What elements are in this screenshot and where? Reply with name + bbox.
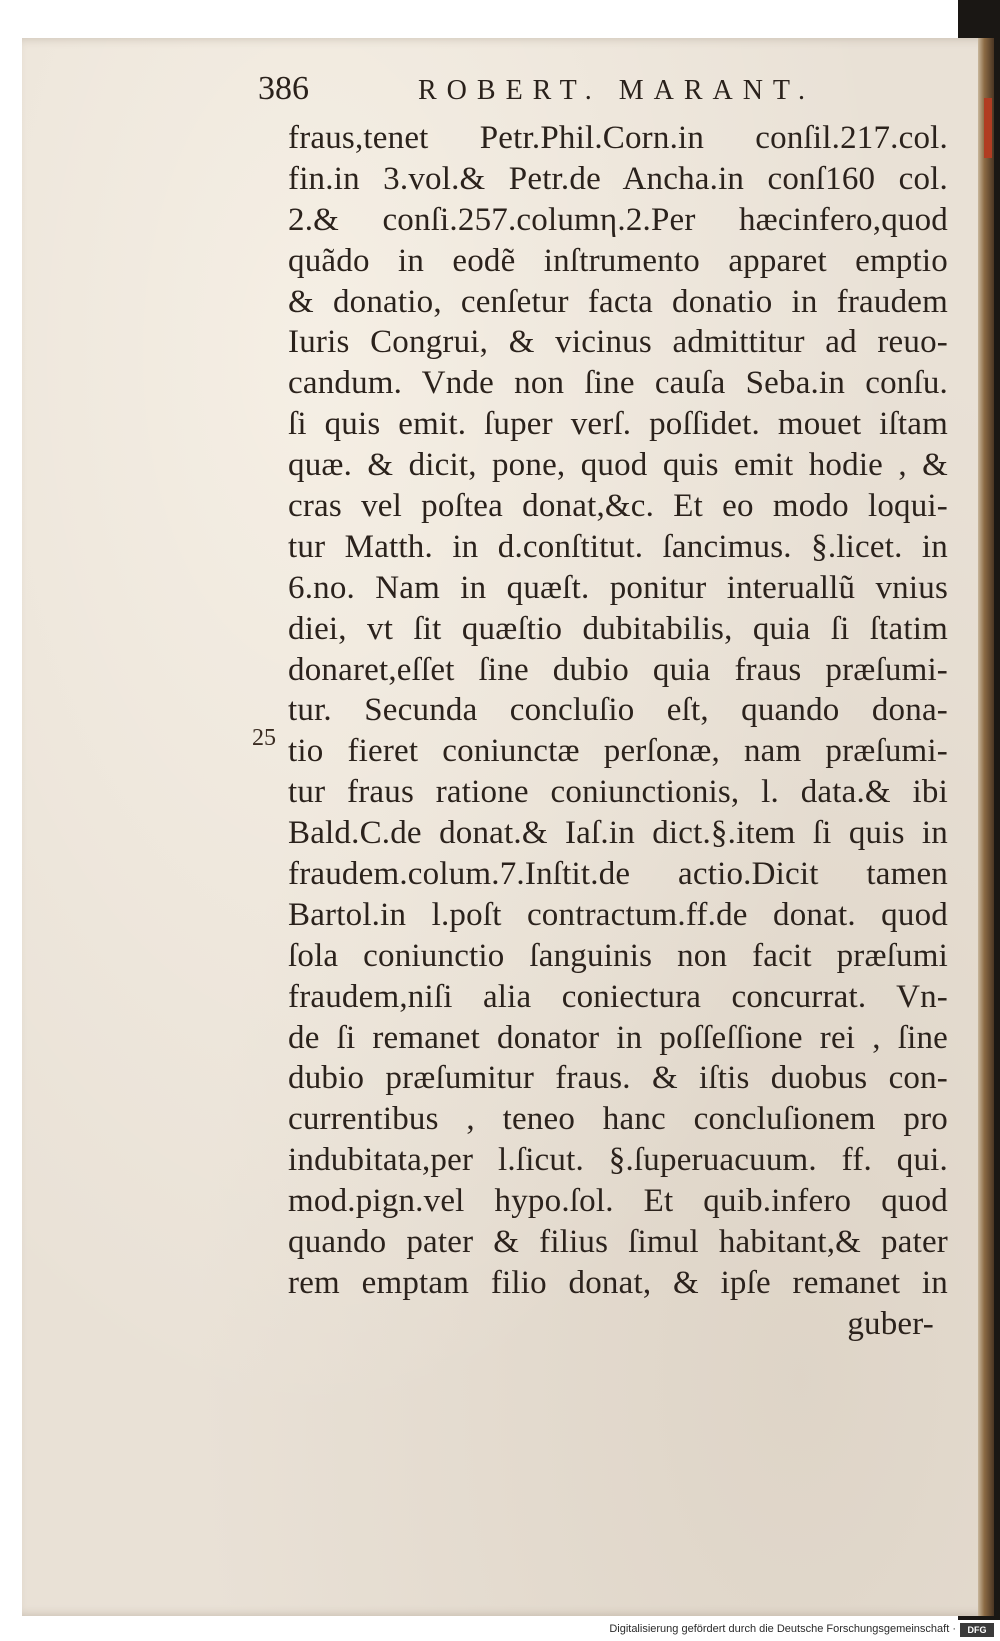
text-line: currentibus , teneo hanc concluſionem pro [288, 1101, 948, 1138]
text-line: tur fraus ratione coniunctionis, l. data.& ibi [288, 774, 948, 811]
text-line: candum. Vnde non ſine cauſa Seba.in conſu. [288, 365, 948, 402]
text-line: indubitata,per l.ſicut. §.ſuperuacuum. ff. qui. [288, 1142, 948, 1179]
running-title: ROBERT. MARANT. [418, 75, 815, 106]
text-line: cras vel poſtea donat,&c. Et eo modo loqui- [288, 488, 948, 525]
text-line: tur. Secunda concluſio eſt, quando dona- [288, 692, 948, 729]
text-line: fraudem.colum.7.Inſtit.de actio.Dicit tamen [288, 856, 948, 893]
text-line: 6.no. Nam in quæſt. ponitur interuallũ vnius [288, 569, 948, 606]
text-line: ſi quis emit. ſuper verſ. poſſidet. mouet iſtam [288, 406, 948, 443]
text-line: tio fieret coniunctæ perſonæ, nam præſumi- [288, 733, 948, 770]
margin-line-number: 25 [252, 725, 276, 751]
text-line: diei, vt ſit quæſtio dubitabilis, quia ſi ſtatim [288, 610, 948, 647]
text-line: fraudem,niſi alia coniectura concurrat. Vn- [288, 978, 948, 1015]
text-line: 2.& conſi.257.columη.2.Per hæcinfero,quod [288, 201, 948, 238]
digitization-footer [0, 1620, 1000, 1641]
footer-credit: Digitalisierung gefördert durch die Deutsche Forschungsgemeinschaft · [609, 1623, 956, 1635]
text-line: tur Matth. in d.conſtitut. ſancimus. §.licet. in [288, 528, 948, 565]
text-line: fin.in 3.vol.& Petr.de Ancha.in conſ160 col. [288, 160, 948, 197]
text-line: fraus,tenet Petr.Phil.Corn.in conſil.217.col. [288, 120, 948, 156]
text-line: donaret,eſſet ſine dubio quia fraus præſumi- [288, 651, 948, 688]
text-line: rem emptam filio donat, & ipſe remanet in [288, 1264, 948, 1301]
text-line: Iuris Congrui, & vicinus admittitur ad reuo- [288, 324, 948, 361]
body-text [288, 118, 948, 1345]
text-line: quæ. & dicit, pone, quod quis emit hodie , & [288, 447, 948, 484]
text-line: mod.pign.vel hypo.ſol. Et quib.infero quod [288, 1183, 948, 1220]
text-line: ſola coniunctio ſanguinis non facit præſumi [288, 937, 948, 974]
text-line: quãdo in eodẽ inſtrumento apparet emptio [288, 242, 948, 279]
text-line: & donatio, cenſetur facta donatio in fraudem [288, 283, 948, 320]
page-header [258, 70, 938, 114]
text-line: dubio præſumitur fraus. & iſtis duobus con- [288, 1060, 948, 1097]
catchword: guber- [847, 1305, 934, 1342]
text-line: quando pater & filius ſimul habitant,& pater [288, 1224, 948, 1261]
text-line: Bald.C.de donat.& Iaſ.in dict.§.item ſi quis in [288, 815, 948, 852]
page-number: 386 [258, 70, 309, 107]
text-line: Bartol.in l.poſt contractum.ff.de donat. quod [288, 896, 948, 933]
page-fore-edge [978, 38, 994, 1616]
text-line: de ſi remanet donator in poſſeſſione rei , ſine [288, 1019, 948, 1056]
dfg-logo: DFG [960, 1623, 994, 1637]
page-edge-mark [984, 98, 992, 158]
